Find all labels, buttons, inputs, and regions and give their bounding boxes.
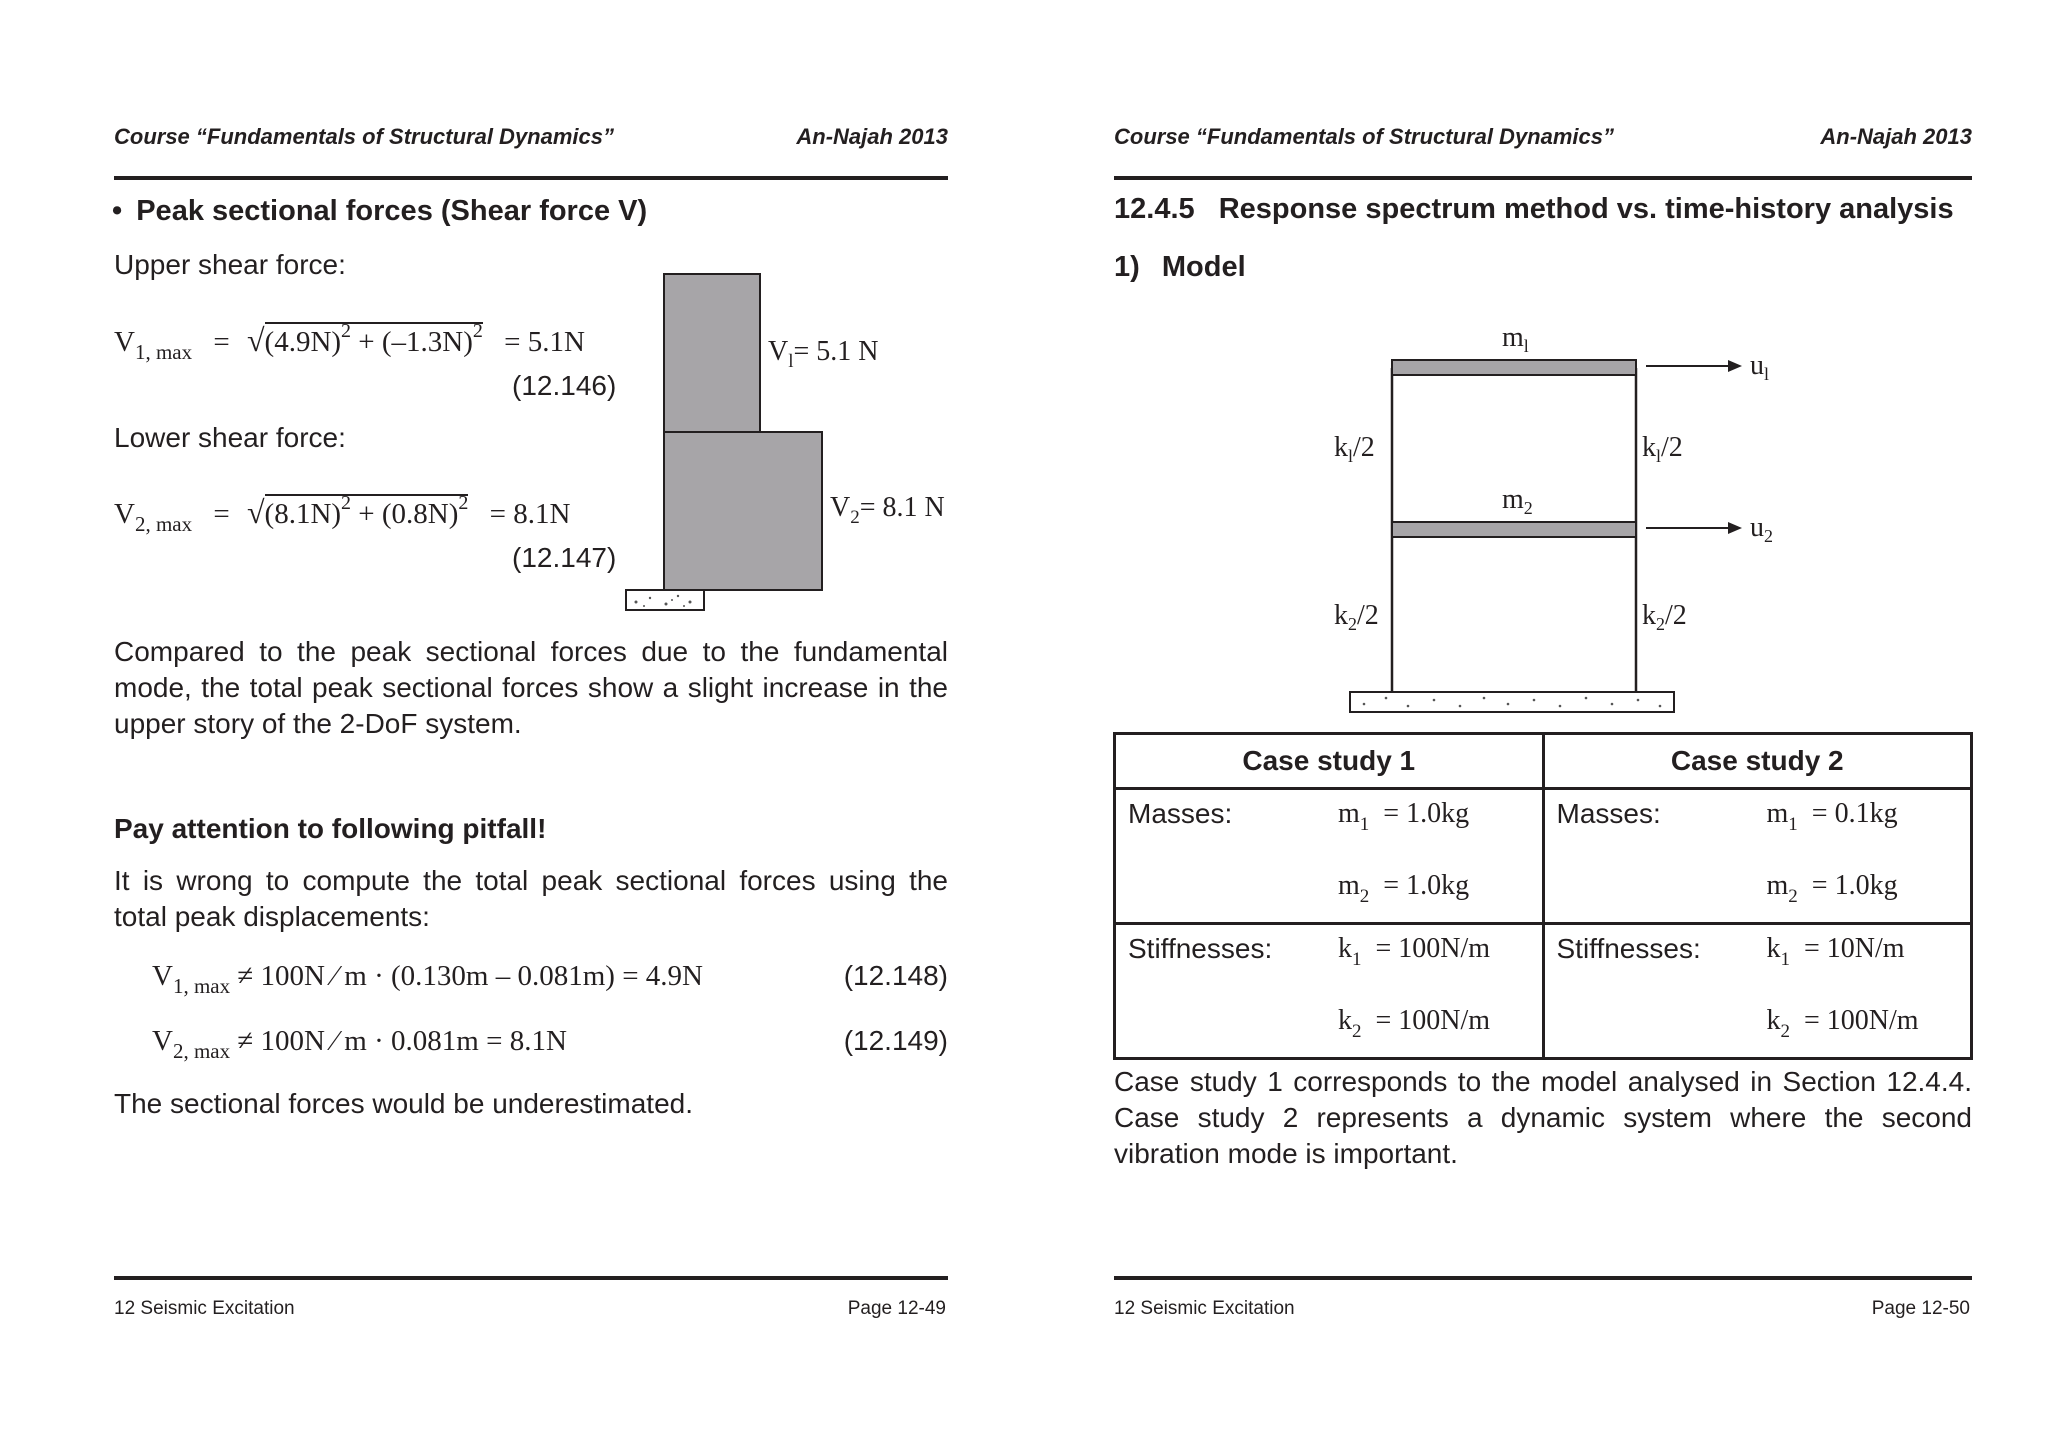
paragraph-pitfall: It is wrong to compute the total peak sectional forces using the total peak displacements: xyxy=(114,865,948,932)
paragraph-case-studies: Case study 1 corresponds to the model analysed in Section 12.4.4. Case study 2 represents a dynamic system where the second vibration mode is important. xyxy=(1114,1066,1972,1169)
case-2-k1: $k_1 = 10N/m$ xyxy=(1766,933,1905,970)
v1-label: $V_l= 5.1$ N xyxy=(768,336,879,372)
section-heading xyxy=(1114,193,1954,226)
upper-shear-label: Upper shear force: xyxy=(114,249,346,280)
k1-left-label: $k_l/2$ xyxy=(1334,432,1375,466)
lower-slab-mass xyxy=(1392,522,1636,537)
lower-shear-bar xyxy=(664,432,822,590)
equation-number: (12.148) xyxy=(843,960,948,991)
m2-label: $m_2$ xyxy=(1502,484,1533,518)
k1-right-label: $k_l/2$ xyxy=(1642,432,1683,466)
pitfall-heading: Pay attention to following pitfall! xyxy=(114,813,547,844)
header-rule xyxy=(1114,176,1972,180)
k2-right-label: $k_2/2$ xyxy=(1642,600,1687,634)
footer-page: Page 12-49 xyxy=(847,1298,946,1319)
subsection-heading: 1) Model xyxy=(1114,251,1246,283)
case-1-k1: $k_1 = 100N/m$ xyxy=(1338,933,1491,970)
foundation xyxy=(1350,692,1674,712)
paragraph-conclusion: The sectional forces would be underestimated. xyxy=(114,1088,693,1119)
footer-chapter: 12 Seismic Excitation xyxy=(114,1298,295,1319)
paragraph-comparison: Compared to the peak sectional forces due to the fundamental mode, the total peak sectional forces show a slight increase in the upper story of the 2-DoF system. xyxy=(114,636,948,739)
lower-shear-label: Lower shear force: xyxy=(114,422,346,453)
equation-number: (12.149) xyxy=(843,1025,948,1056)
equation-12-148: $V_{1, max} \ne 100N$ ⁄ m · (0.130m – 0.081m) = 4.9N xyxy=(152,960,704,998)
section-title: Peak sectional forces (Shear force V) xyxy=(136,195,648,227)
m1-label: $m_l$ xyxy=(1502,322,1529,356)
equation-12-147: $V_{2, max} = √(8.1N)^2 + (0.8N)^2 = 8.1N$ xyxy=(114,492,571,536)
upper-slab-mass xyxy=(1392,360,1636,375)
header-course: Course “Fundamentals of Structural Dynamics” xyxy=(114,124,614,149)
section-heading xyxy=(112,193,647,229)
sqrt-symbol: √ xyxy=(246,322,265,358)
case-2-stiffness-cell: Stiffnesses: $k_1 = 10N/m$ $k_2 = 100N/m$ xyxy=(1543,924,1972,1059)
section-title: Response spectrum method vs. time-history analysis xyxy=(1218,193,1954,225)
case-2-m2: $m_2 = 1.0kg$ xyxy=(1766,870,1898,907)
case-1-masses-cell: Masses: $m_1 = 1.0kg$ $m_2 = 1.0kg$ xyxy=(1115,789,1544,924)
case-study-table xyxy=(1113,732,1973,1060)
footer-rule xyxy=(114,1276,948,1280)
equation-12-149: $V_{2, max} \ne 100N$ ⁄ m · 0.081m = 8.1N xyxy=(152,1025,567,1063)
case-2-k2: $k_2 = 100N/m$ xyxy=(1766,1005,1919,1042)
case-2-masses-cell: Masses: $m_1 = 0.1kg$ $m_2 = 1.0kg$ xyxy=(1543,789,1972,924)
u2-label: $u_2$ xyxy=(1750,512,1773,546)
header-year: An-Najah 2013 xyxy=(796,124,948,149)
two-dof-frame-model xyxy=(1304,318,1784,718)
header-year: An-Najah 2013 xyxy=(1820,124,1972,149)
v2-label: $V_2= 8.1$ N xyxy=(830,492,945,528)
case-1-stiffness-cell: Stiffnesses: $k_1 = 100N/m$ $k_2 = 100N/m$ xyxy=(1115,924,1544,1059)
case-1-k2: $k_2 = 100N/m$ xyxy=(1338,1005,1491,1042)
footer-chapter: 12 Seismic Excitation xyxy=(1114,1298,1295,1319)
u1-label: $u_l$ xyxy=(1750,350,1770,384)
equation-number: (12.147) xyxy=(512,542,617,573)
upper-shear-bar xyxy=(664,274,760,432)
header-course: Course “Fundamentals of Structural Dynamics” xyxy=(1114,124,1614,149)
case-1-m2: $m_2 = 1.0kg$ xyxy=(1338,870,1470,907)
footer-page: Page 12-50 xyxy=(1871,1298,1970,1319)
sqrt-symbol: √ xyxy=(246,494,265,530)
case-1-m1: $m_1 = 1.0kg$ xyxy=(1338,798,1470,835)
case-study-2-header: Case study 2 xyxy=(1543,734,1972,789)
bullet: • xyxy=(112,195,123,227)
foundation-base xyxy=(626,590,704,610)
section-number: 12.4.5 xyxy=(1114,193,1195,225)
header-rule xyxy=(114,176,948,180)
equation-12-146: $V_{1, max} = √(4.9N)^2 + (-1.3N)^2 = 5.1N$ xyxy=(114,320,585,364)
right-page xyxy=(1024,0,2048,1448)
case-study-1-header: Case study 1 xyxy=(1115,734,1544,789)
equation-number: (12.146) xyxy=(512,370,617,401)
k2-left-label: $k_2/2$ xyxy=(1334,600,1379,634)
shear-force-diagram xyxy=(620,270,950,615)
footer-rule xyxy=(1114,1276,1972,1280)
case-2-m1: $m_1 = 0.1kg$ xyxy=(1766,798,1898,835)
